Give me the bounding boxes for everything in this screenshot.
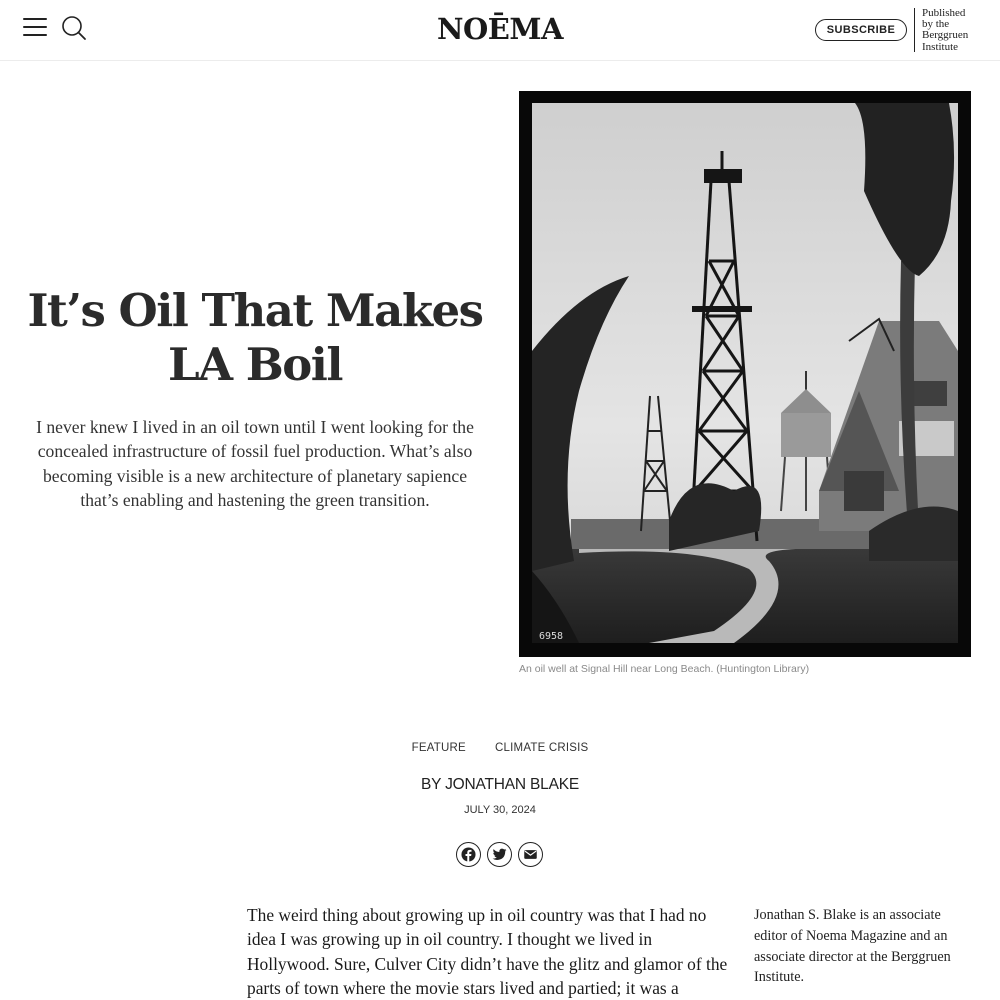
article-dek: I never knew I lived in an oil town until I went looking for the concealed infrastructure of fossil fuel production. What’s also becoming visible is a new architecture of planetary sapience that’s enabling and hastening the green transition. — [36, 417, 474, 511]
article-body-paragraph: The weird thing about growing up in oil country was that I had no idea I was growing up in oil country. I thought we lived in Hollywood. Sure, Culver City didn’t have the glitz and glamor of the parts of town where the movie stars lived and partied; it was a — [247, 905, 728, 999]
article-date: JULY 30, 2024 — [464, 804, 536, 816]
publisher-line: by the — [922, 18, 950, 31]
hero-image — [519, 91, 971, 657]
article-title: It’s Oil That Makes LA Boil — [27, 284, 483, 391]
header-divider — [914, 8, 915, 52]
twitter-icon[interactable] — [487, 842, 512, 867]
site-header — [0, 0, 1000, 61]
article-tags — [0, 742, 1000, 754]
tag-feature[interactable]: FEATURE — [411, 742, 466, 754]
tag-climate-crisis[interactable]: CLIMATE CRISIS — [495, 742, 589, 754]
share-buttons — [456, 842, 546, 868]
publisher-line: Berggruen — [922, 29, 969, 42]
article-byline[interactable]: BY JONATHAN BLAKE — [421, 776, 579, 793]
facebook-icon[interactable] — [456, 842, 481, 867]
subscribe-button[interactable]: SUBSCRIBE — [815, 19, 907, 41]
publisher-credit[interactable] — [922, 8, 994, 53]
search-icon[interactable] — [61, 15, 87, 41]
site-logo[interactable]: NOĒMA — [437, 12, 563, 46]
publisher-line: Institute — [922, 40, 959, 53]
menu-icon[interactable] — [23, 17, 47, 37]
publisher-line: Published — [922, 7, 966, 19]
image-caption: An oil well at Signal Hill near Long Beach. (Huntington Library) — [519, 663, 810, 675]
email-icon[interactable] — [518, 842, 543, 867]
author-bio: Jonathan S. Blake is an associate editor of Noema Magazine and an associate director at the Berggruen Institute. — [754, 907, 951, 986]
plate-number: 6958 — [539, 631, 564, 642]
